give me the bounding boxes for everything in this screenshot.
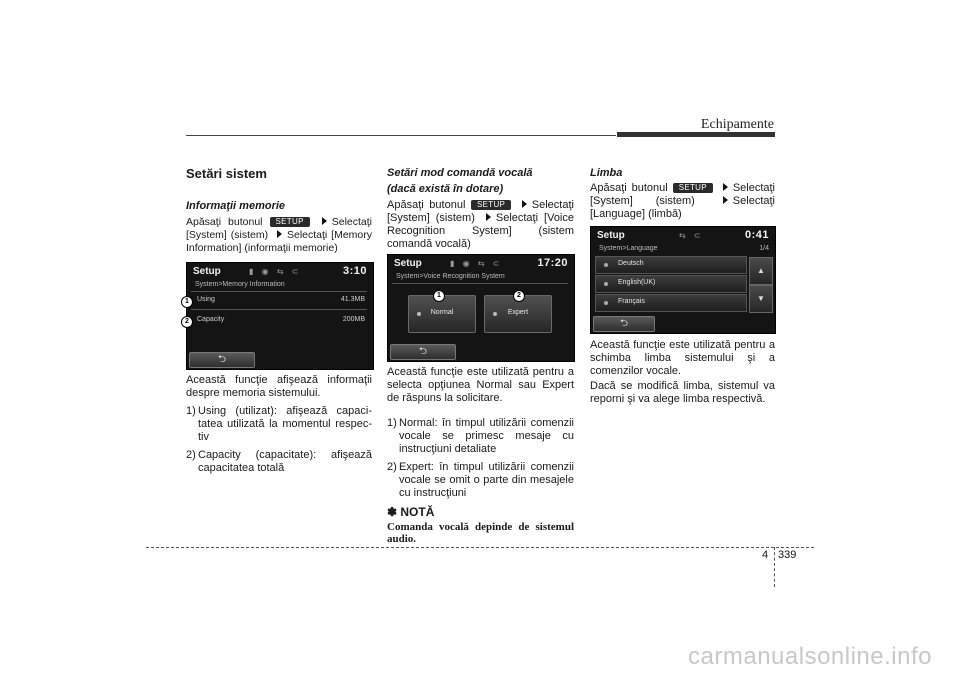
back-button[interactable]: ⮌: [593, 316, 655, 332]
language-label: Deutsch: [618, 260, 644, 267]
list-item: [186, 405, 372, 444]
footer-divider: [774, 547, 775, 587]
language-screen: [590, 226, 776, 334]
memory-subtitle: Informaţii memorie: [186, 200, 286, 212]
instr-text: Selectaţi [Memory Information] (informaţii memorie): [186, 229, 372, 254]
memory-row-label: Using: [197, 296, 215, 303]
list-item: [387, 461, 574, 500]
header-bar: [617, 132, 775, 137]
list-text: Capacity (capacitate): afişează capacitatea totală: [198, 449, 372, 474]
language-instructions: [590, 182, 775, 221]
option-label: Expert: [507, 309, 529, 316]
screen-divider: [392, 283, 568, 284]
page-number: 339: [778, 549, 797, 561]
instr-text: [System] (sistem): [387, 212, 475, 224]
voice-recognition-screen: [387, 254, 575, 362]
setup-key-badge: SETUP: [471, 200, 511, 210]
language-label: English(UK): [618, 279, 656, 286]
callout-1: 1: [181, 296, 193, 308]
voice-paragraph: Această funcţie este utilizată pentru a selecta opţiunea Normal sau Expert de răspuns la solicitare.: [387, 366, 574, 404]
callout-1: 1: [433, 290, 445, 302]
screen-breadcrumb: System>Memory Information: [195, 281, 285, 288]
page-header-title: Echipamente: [700, 117, 774, 132]
screen-clock: 3:10: [342, 265, 367, 277]
memory-paragraph: Această funcţie afişează informaţii despre memoria sistemului.: [186, 374, 372, 399]
memory-row-label: Capacity: [197, 316, 225, 323]
radio-indicator: [604, 263, 608, 267]
screen-title: Setup: [394, 258, 422, 269]
language-subtitle: Limba: [590, 167, 623, 179]
arrow-right-icon: [486, 213, 491, 221]
language-paragraph-2: Dacă se modifică limba, sistemul va reporni şi va alege limba respectivă.: [590, 380, 775, 405]
arrow-right-icon: [522, 200, 527, 208]
list-item: [387, 417, 574, 456]
language-option-francais[interactable]: [595, 294, 747, 312]
list-text: Expert: în timpul utilizării comenzii vocale se omit o parte din mesajele cu instrucţiuni: [399, 461, 574, 499]
language-option-deutsch[interactable]: [595, 256, 747, 274]
list-number: 2): [186, 449, 196, 461]
memory-info-screen: [186, 262, 374, 370]
scroll-down-button[interactable]: ▼: [749, 285, 773, 313]
footer-rule: [146, 547, 814, 548]
voice-list: [387, 417, 574, 505]
setup-key-badge: SETUP: [673, 183, 713, 193]
note-body: Comanda vocală depinde de sistemul audio.: [387, 521, 574, 545]
status-icons: ▮ ◉ ⇆ ⊂: [450, 259, 503, 268]
scroll-up-button[interactable]: ▲: [749, 257, 773, 285]
memory-row-value: 41.3MB: [340, 296, 365, 303]
arrow-right-icon: [723, 183, 728, 191]
voice-subtitle-note: (dacă există în dotare): [387, 183, 504, 195]
status-icons: ▮ ◉ ⇆ ⊂: [249, 267, 302, 276]
instr-text: Selectaţi [Voice Recognition System] (sistem comandă vocală): [387, 212, 574, 250]
callout-2: 2: [181, 316, 193, 328]
instr-text: Apăsaţi butonul: [387, 199, 466, 211]
list-item: [186, 449, 372, 475]
screen-title: Setup: [597, 230, 625, 241]
list-number: 1): [186, 405, 196, 417]
list-number: 2): [387, 461, 397, 473]
list-number: 1): [387, 417, 397, 429]
memory-list: [186, 405, 372, 480]
memory-row-value: 200MB: [342, 316, 365, 323]
instr-text: Selectaţi: [331, 216, 373, 228]
language-label: Français: [618, 298, 645, 305]
callout-2: 2: [513, 290, 525, 302]
screen-divider: [191, 309, 367, 310]
instr-text: Selectaţi [Language] (limbă): [590, 195, 775, 220]
watermark: carmanualsonline.info: [688, 643, 932, 670]
instr-text: Selectaţi: [531, 199, 574, 211]
screen-clock: 0:41: [744, 229, 769, 241]
header-rule: [186, 135, 616, 136]
language-option-english[interactable]: [595, 275, 747, 293]
section-title: Setări sistem: [186, 166, 267, 181]
language-paragraph-1: Această funcţie este utilizată pentru a schimba limba sistemului şi a comenzilor vocale.: [590, 339, 775, 377]
screen-divider: [191, 291, 367, 292]
memory-instructions: [186, 216, 372, 255]
voice-subtitle: Setări mod comandă vocală: [387, 167, 533, 179]
voice-instructions: [387, 199, 574, 251]
arrow-right-icon: [277, 230, 282, 238]
screen-clock: 17:20: [537, 257, 568, 269]
screen-breadcrumb: System>Voice Recognition System: [396, 273, 505, 280]
screen-title: Setup: [193, 266, 221, 277]
setup-key-badge: SETUP: [270, 217, 310, 227]
option-label: Normal: [430, 309, 454, 316]
back-button[interactable]: ⮌: [390, 344, 456, 360]
instr-text: [System] (sistem): [186, 229, 269, 241]
page-indicator: 1/4: [759, 245, 769, 252]
radio-indicator: [604, 282, 608, 286]
list-text: Normal: în timpul utilizării comenzii vocale se primesc mesaje cu instrucţiuni detaliate: [399, 417, 574, 455]
status-icons: ⇆ ⊂: [679, 231, 704, 240]
instr-text: Apăsaţi butonul: [186, 216, 263, 228]
radio-indicator: [604, 301, 608, 305]
back-button[interactable]: ⮌: [189, 352, 255, 368]
instr-text: Apăsaţi butonul: [590, 182, 668, 194]
instr-text: [System] (sistem): [590, 195, 695, 207]
arrow-right-icon: [322, 217, 327, 225]
list-text: Using (utilizat): afişează capacitatea utilizată la momentul respectiv: [198, 405, 372, 443]
screen-breadcrumb: System>Language: [599, 245, 658, 252]
note-title: ✽ NOTĂ: [387, 505, 435, 519]
chapter-number: 4: [762, 549, 769, 561]
arrow-right-icon: [723, 196, 728, 204]
instr-text: Selectaţi: [732, 182, 776, 194]
